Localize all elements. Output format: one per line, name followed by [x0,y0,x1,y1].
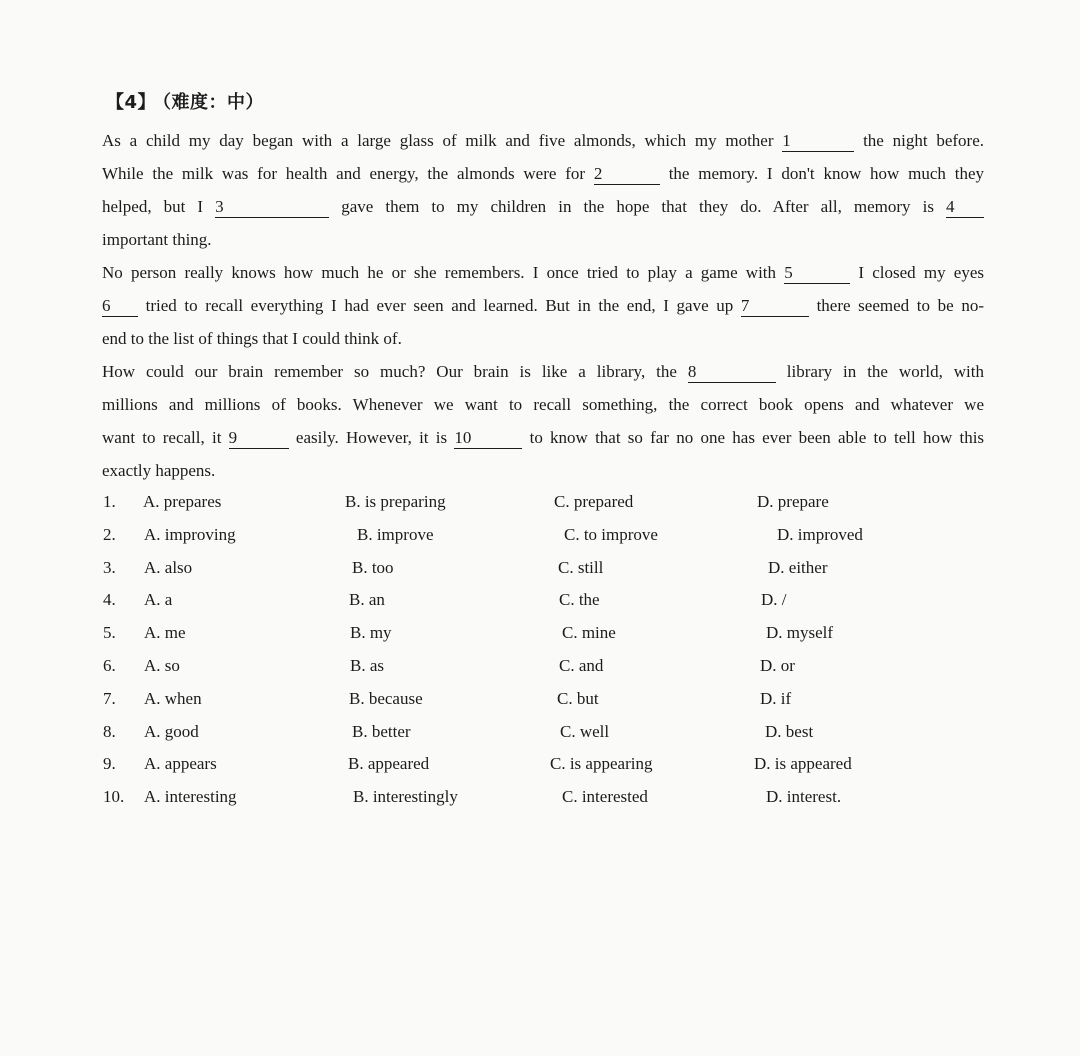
option-c: C. the [559,590,600,610]
option-b: B. is preparing [345,492,446,511]
option-number: 1. [103,492,116,511]
option-number: 5. [103,623,116,643]
passage-text: helped, but I [102,197,204,216]
option-a: A. also [144,557,193,577]
passage-text: tried to recall everything I had ever seen and learned. But in the end, I gave up [145,296,734,315]
option-b: B. interestingly [353,787,458,807]
option-row [102,683,982,716]
option-b: B. appeared [348,754,430,774]
passage-text: important thing. [102,230,212,249]
option-a: A. me [144,623,186,643]
passage-text: As a child my day began with a large glass of milk and five almonds, which my mother [102,131,774,150]
passage-text: exactly happens. [102,461,216,480]
option-number: 3. [103,557,116,577]
passage-text: to know that so far no one has ever been able to tell how this [529,428,985,447]
option-c: C. and [559,655,604,675]
option-b: B. an [349,590,385,610]
blank-9: 9 [229,428,289,449]
option-a: A. prepares [143,492,222,511]
option-d: D. myself [766,623,834,643]
passage-line [102,454,984,487]
blank-4: 4 [946,197,984,218]
cloze-passage [102,124,984,487]
option-d: D. is appeared [754,754,852,774]
passage-line [102,124,984,157]
blank-2: 2 [594,164,660,185]
option-d: D. either [768,557,828,577]
option-number: 4. [103,590,116,610]
passage-line [102,322,984,355]
blank-1: 1 [782,131,854,152]
option-c: C. is appearing [550,754,653,774]
option-c: C. still [558,557,604,577]
option-b: B. improve [357,524,434,544]
passage-line [102,388,984,421]
option-number: 10. [103,787,125,807]
option-row [102,781,982,814]
difficulty-label: （难度：中） [162,92,265,113]
option-d: D. / [761,590,787,610]
blank-6: 6 [102,296,138,317]
blank-3: 3 [215,197,329,218]
option-d: D. interest. [766,787,842,807]
passage-text: end to the list of things that I could think of. [102,329,402,348]
passage-text: I closed my eyes [858,263,984,282]
option-c: C. to improve [564,524,658,544]
option-row [102,748,982,781]
option-c: C. mine [562,623,616,643]
option-row [102,552,982,585]
option-d: D. or [760,655,795,675]
option-a: A. interesting [144,787,237,807]
option-a: A. good [144,721,199,741]
option-number: 6. [103,655,116,675]
option-b: B. better [352,721,411,741]
answer-options [102,486,982,814]
passage-text: the night before. [863,131,985,150]
passage-line [102,256,984,289]
question-header [106,88,264,114]
option-a: A. appears [144,754,217,774]
option-number: 7. [103,688,116,708]
option-c: C. but [557,688,599,708]
passage-text: there seemed to be no- [816,296,984,315]
option-d: D. if [760,688,792,708]
option-row [102,519,982,552]
blank-8: 8 [688,362,776,383]
passage-text: library in the world, with [786,362,984,381]
passage-line [102,421,984,454]
option-b: B. too [352,557,394,577]
passage-text: How could our brain remember so much? Our brain is like a library, the [102,362,677,381]
passage-text: While the milk was for health and energy, the almonds were for [102,164,586,183]
passage-line [102,223,984,256]
option-a: A. improving [144,524,236,544]
option-row [102,716,982,749]
option-a: A. when [144,688,202,708]
passage-text: No person really knows how much he or she remembers. I once tried to play a game with [102,263,777,282]
option-row [102,650,982,683]
option-number: 8. [103,721,116,741]
question-number: 【4】 [106,92,157,113]
option-b: B. because [349,688,423,708]
option-b: B. as [350,655,384,675]
option-d: D. improved [777,524,863,544]
option-row [102,584,982,617]
option-number: 2. [103,524,116,544]
passage-line [102,157,984,190]
option-number: 9. [103,754,116,774]
option-b: B. my [350,623,392,643]
blank-10: 10 [454,428,522,449]
passage-text: easily. However, it is [295,428,448,447]
option-c: C. well [560,721,610,741]
blank-7: 7 [741,296,809,317]
passage-text: millions and millions of books. Whenever we want to recall something, the correct book opens and whatever we [102,395,984,414]
option-row [102,617,982,650]
option-row [102,486,982,519]
option-d: D. best [765,721,814,741]
option-a: A. a [144,590,173,610]
passage-line [102,190,984,223]
passage-line [102,289,984,322]
passage-line [102,355,984,388]
option-a: A. so [144,655,180,675]
passage-text: the memory. I don't know how much they [668,164,984,183]
option-c: C. prepared [554,492,634,511]
passage-text: want to recall, it [102,428,222,447]
blank-5: 5 [784,263,850,284]
passage-text: gave them to my children in the hope that they do. After all, memory is [341,197,934,216]
option-c: C. interested [562,787,648,807]
option-d: D. prepare [757,492,829,511]
